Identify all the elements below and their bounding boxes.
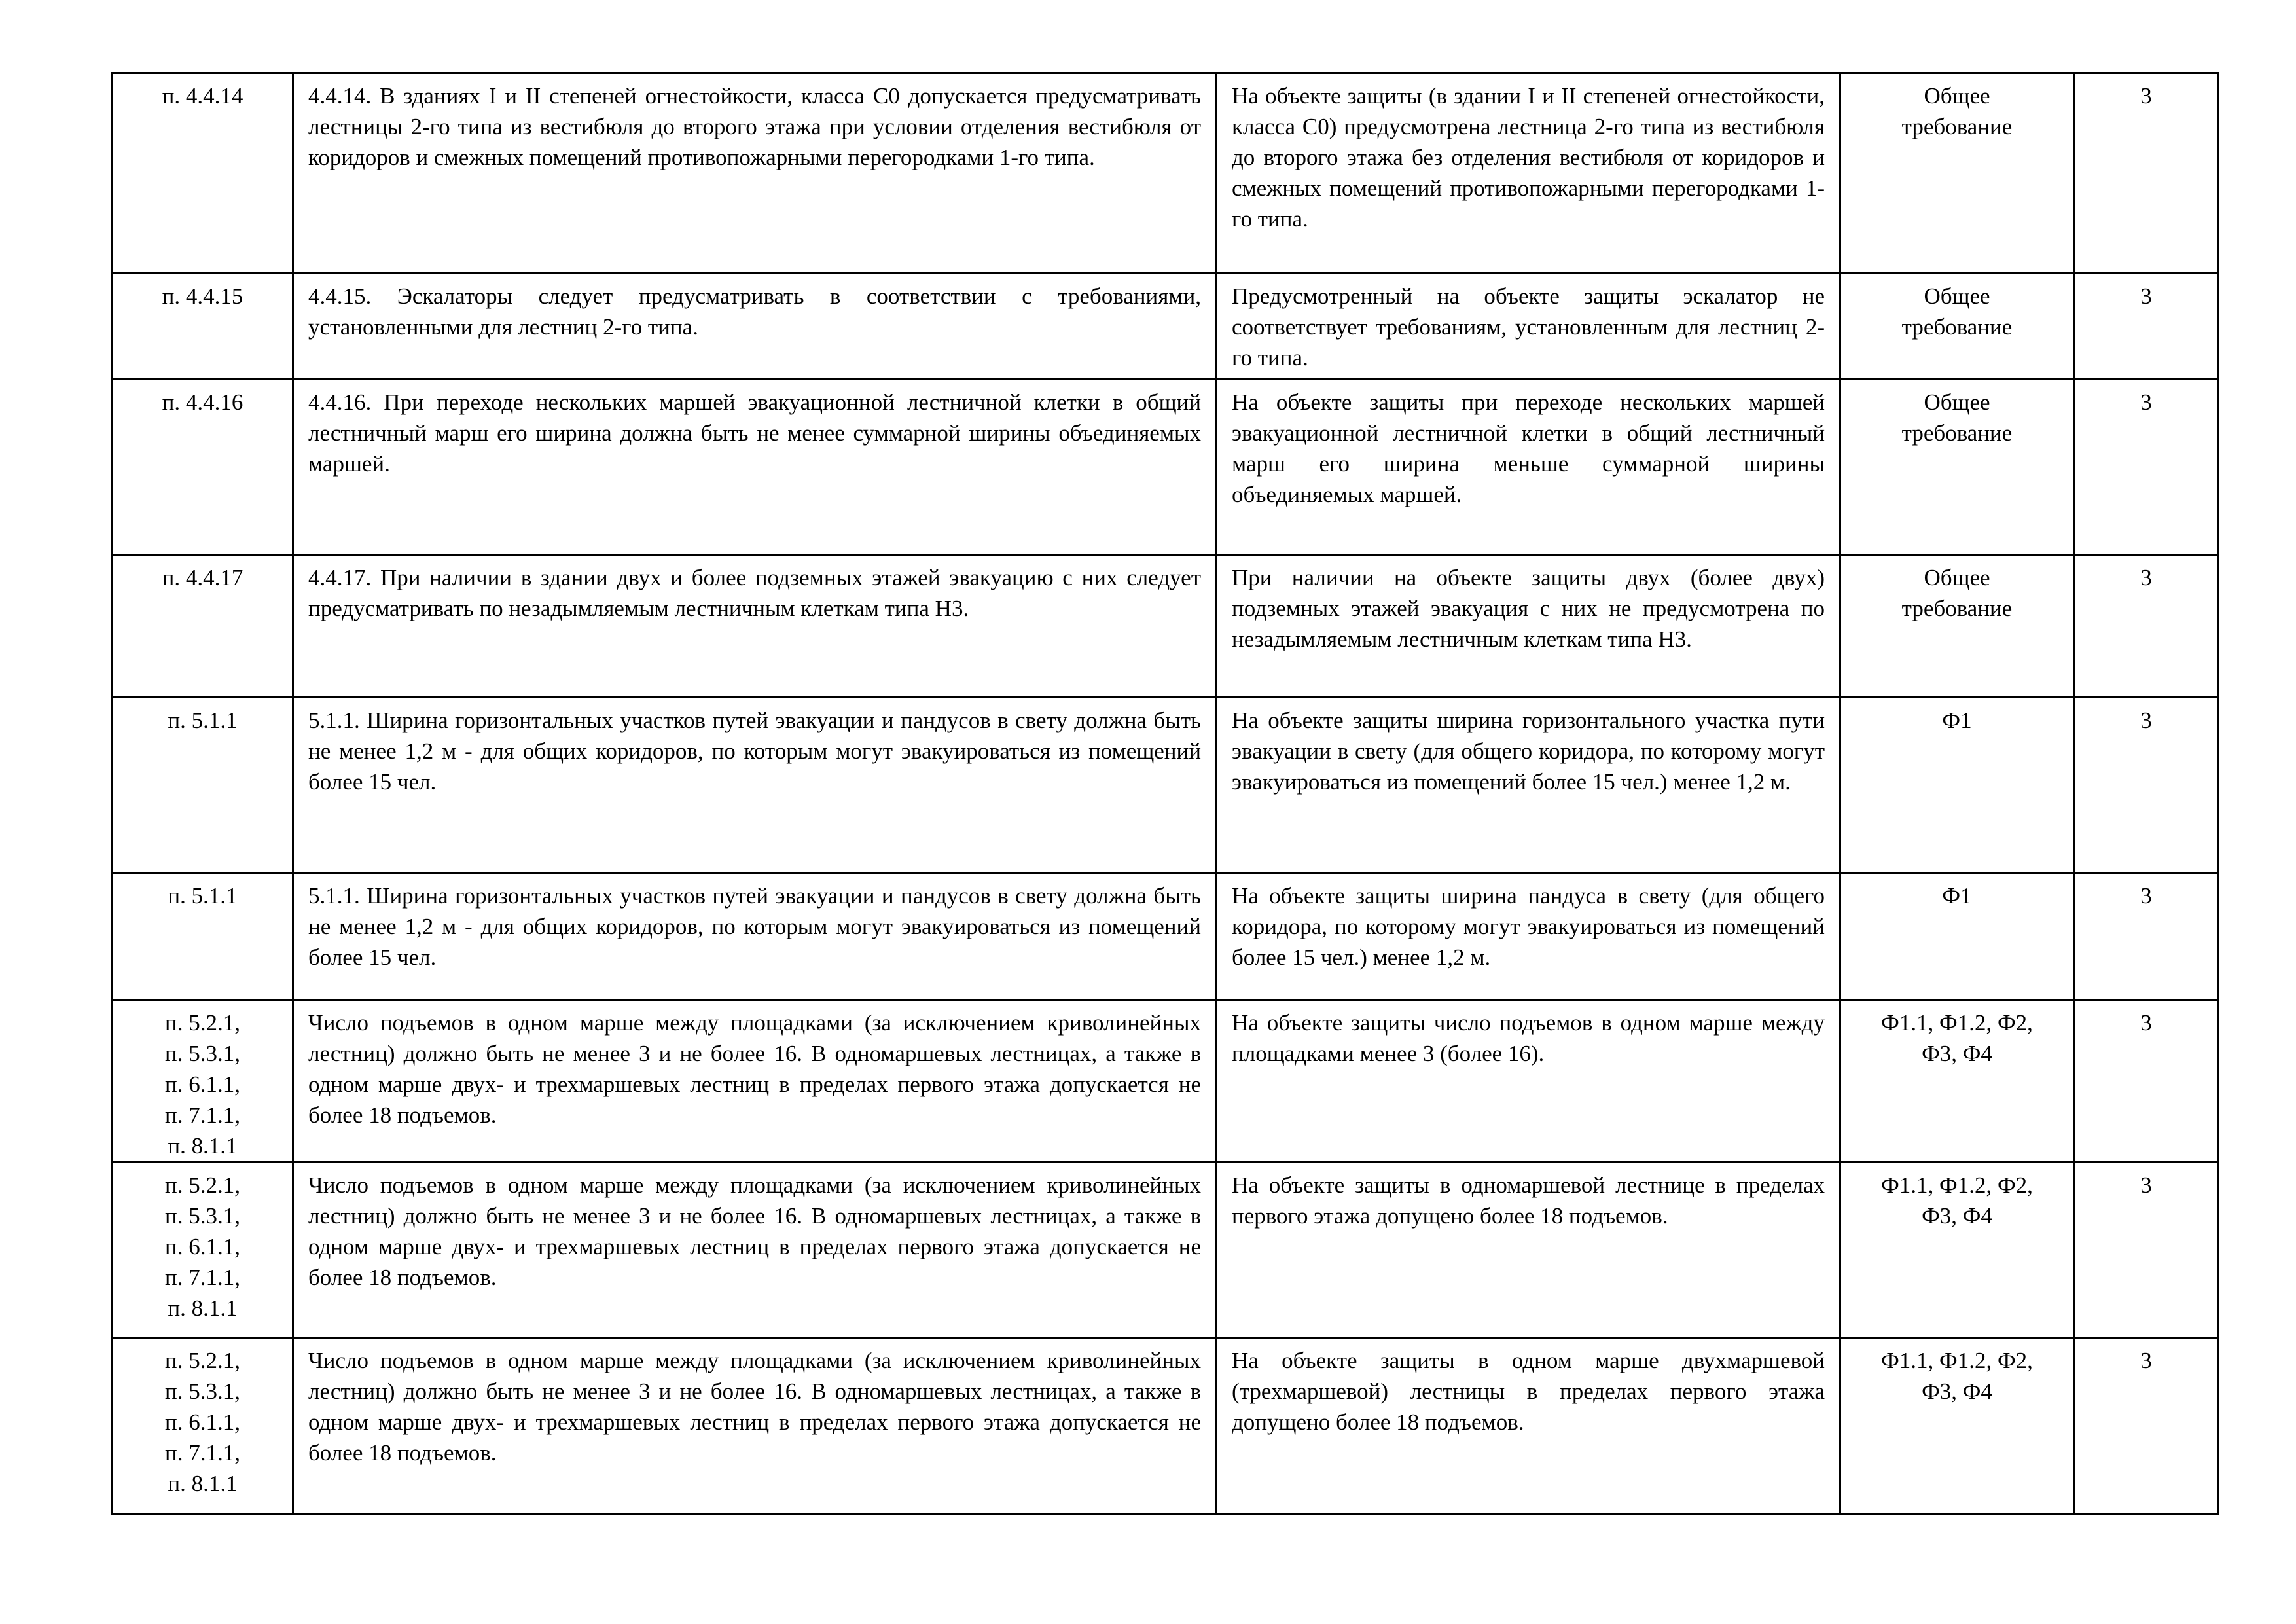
number-cell: 3 <box>2074 1000 2219 1163</box>
clause-line: п. 5.2.1, <box>165 1348 240 1373</box>
clause-line: п. 6.1.1, <box>165 1409 240 1435</box>
class-cell <box>1840 555 2074 698</box>
table-row <box>113 698 2219 873</box>
table-row <box>113 873 2219 1000</box>
violation-cell: На объекте защиты (в здании I и II степеней огнестойкости, класса С0) предусмотрена лестница 2-го типа из вестибюля до второго этажа без отделения вестибюля от коридоров и смежных помещений противопожарными перегородками 1-го типа. <box>1217 73 1840 274</box>
violation-cell: На объекте защиты ширина горизонтального участка пути эвакуации в свету (для общего коридора, по которому могут эвакуироваться из помещений более 15 чел.) менее 1,2 м. <box>1217 698 1840 873</box>
requirements-table <box>111 72 2219 1515</box>
clause-line: п. 4.4.14 <box>162 83 243 109</box>
class-line: требование <box>1901 314 2013 340</box>
requirement-cell: Число подъемов в одном марше между площадками (за исключением криволинейных лестниц) должно быть не менее 3 и не более 16. В одномаршевых лестницах, а также в одном марше двух- и трехмаршевых лестниц в пределах первого этажа допускается не более 18 подъемов. <box>293 1163 1217 1338</box>
class-line: требование <box>1901 596 2013 621</box>
number-cell: 3 <box>2074 698 2219 873</box>
class-cell <box>1840 73 2074 274</box>
table-row <box>113 1000 2219 1163</box>
class-cell <box>1840 698 2074 873</box>
clause-cell <box>113 274 293 380</box>
number-cell: 3 <box>2074 1338 2219 1515</box>
clause-line: п. 7.1.1, <box>165 1265 240 1290</box>
clause-line: п. 7.1.1, <box>165 1440 240 1466</box>
violation-cell: На объекте защиты число подъемов в одном марше между площадками менее 3 (более 16). <box>1217 1000 1840 1163</box>
number-cell: 3 <box>2074 274 2219 380</box>
clause-cell <box>113 1163 293 1338</box>
table-row <box>113 73 2219 274</box>
clause-line: п. 7.1.1, <box>165 1102 240 1128</box>
number-cell: 3 <box>2074 73 2219 274</box>
requirement-cell: Число подъемов в одном марше между площадками (за исключением криволинейных лестниц) должно быть не менее 3 и не более 16. В одномаршевых лестницах, а также в одном марше двух- и трехмаршевых лестниц в пределах первого этажа допускается не более 18 подъемов. <box>293 1338 1217 1515</box>
clause-line: п. 5.3.1, <box>165 1041 240 1066</box>
class-cell <box>1840 873 2074 1000</box>
table-row <box>113 1163 2219 1338</box>
clause-line: п. 4.4.16 <box>162 389 243 415</box>
clause-line: п. 8.1.1 <box>168 1133 238 1159</box>
requirement-cell: Число подъемов в одном марше между площадками (за исключением криволинейных лестниц) должно быть не менее 3 и не более 16. В одномаршевых лестницах, а также в одном марше двух- и трехмаршевых лестниц в пределах первого этажа допускается не более 18 подъемов. <box>293 1000 1217 1163</box>
class-line: Ф1.1, Ф1.2, Ф2, <box>1881 1172 2033 1198</box>
number-cell: 3 <box>2074 1163 2219 1338</box>
class-line: Общее <box>1924 283 1990 309</box>
clause-cell <box>113 380 293 555</box>
table-row <box>113 555 2219 698</box>
class-cell <box>1840 1000 2074 1163</box>
class-cell <box>1840 1163 2074 1338</box>
violation-cell: На объекте защиты при переходе нескольких маршей эвакуационной лестничной клетки в общий лестничный марш его ширина меньше суммарной ширины объединяемых маршей. <box>1217 380 1840 555</box>
number-cell: 3 <box>2074 555 2219 698</box>
clause-cell <box>113 73 293 274</box>
requirement-cell: 4.4.16. При переходе нескольких маршей эвакуационной лестничной клетки в общий лестничный марш его ширина должна быть не менее суммарной ширины объединяемых маршей. <box>293 380 1217 555</box>
clause-cell <box>113 1000 293 1163</box>
class-line: Ф1 <box>1942 708 1972 733</box>
clause-line: п. 5.2.1, <box>165 1172 240 1198</box>
clause-cell <box>113 1338 293 1515</box>
table-row <box>113 274 2219 380</box>
class-line: Ф1.1, Ф1.2, Ф2, <box>1881 1010 2033 1036</box>
clause-line: п. 6.1.1, <box>165 1072 240 1097</box>
clause-cell <box>113 873 293 1000</box>
table-row <box>113 380 2219 555</box>
clause-line: п. 6.1.1, <box>165 1234 240 1259</box>
clause-line: п. 5.3.1, <box>165 1203 240 1229</box>
requirement-cell: 4.4.17. При наличии в здании двух и более подземных этажей эвакуацию с них следует предусматривать по незадымляемым лестничным клеткам типа Н3. <box>293 555 1217 698</box>
requirements-table-body <box>113 73 2219 1515</box>
class-line: Общее <box>1924 389 1990 415</box>
number-cell: 3 <box>2074 380 2219 555</box>
class-line: Ф3, Ф4 <box>1922 1379 1992 1404</box>
clause-cell <box>113 698 293 873</box>
violation-cell: При наличии на объекте защиты двух (более двух) подземных этажей эвакуация с них не предусмотрена по незадымляемым лестничным клеткам типа Н3. <box>1217 555 1840 698</box>
class-line: Общее <box>1924 565 1990 590</box>
class-line: Ф1 <box>1942 883 1972 909</box>
table-row <box>113 1338 2219 1515</box>
clause-line: п. 8.1.1 <box>168 1471 238 1496</box>
class-line: требование <box>1901 420 2013 446</box>
clause-line: п. 5.2.1, <box>165 1010 240 1036</box>
clause-line: п. 4.4.15 <box>162 283 243 309</box>
class-line: требование <box>1901 114 2013 139</box>
class-line: Ф1.1, Ф1.2, Ф2, <box>1881 1348 2033 1373</box>
class-cell <box>1840 274 2074 380</box>
requirement-cell: 5.1.1. Ширина горизонтальных участков путей эвакуации и пандусов в свету должна быть не менее 1,2 м - для общих коридоров, по которым могут эвакуироваться из помещений более 15 чел. <box>293 873 1217 1000</box>
requirement-cell: 4.4.14. В зданиях I и II степеней огнестойкости, класса С0 допускается предусматривать лестницы 2-го типа из вестибюля до второго этажа при условии отделения вестибюля от коридоров и смежных помещений противопожарными перегородками 1-го типа. <box>293 73 1217 274</box>
violation-cell: На объекте защиты ширина пандуса в свету (для общего коридора, по которому могут эвакуироваться из помещений более 15 чел.) менее 1,2 м. <box>1217 873 1840 1000</box>
class-line: Ф3, Ф4 <box>1922 1203 1992 1229</box>
clause-line: п. 8.1.1 <box>168 1295 238 1321</box>
violation-cell: На объекте защиты в одном марше двухмаршевой (трехмаршевой) лестницы в пределах первого этажа допущено более 18 подъемов. <box>1217 1338 1840 1515</box>
clause-line: п. 5.1.1 <box>168 883 238 909</box>
clause-line: п. 5.3.1, <box>165 1379 240 1404</box>
clause-line: п. 4.4.17 <box>162 565 243 590</box>
class-line: Ф3, Ф4 <box>1922 1041 1992 1066</box>
class-cell <box>1840 380 2074 555</box>
clause-cell <box>113 555 293 698</box>
violation-cell: Предусмотренный на объекте защиты эскалатор не соответствует требованиям, установленным для лестниц 2-го типа. <box>1217 274 1840 380</box>
class-line: Общее <box>1924 83 1990 109</box>
clause-line: п. 5.1.1 <box>168 708 238 733</box>
class-cell <box>1840 1338 2074 1515</box>
violation-cell: На объекте защиты в одномаршевой лестнице в пределах первого этажа допущено более 18 подъемов. <box>1217 1163 1840 1338</box>
number-cell: 3 <box>2074 873 2219 1000</box>
requirement-cell: 4.4.15. Эскалаторы следует предусматривать в соответствии с требованиями, установленными для лестниц 2-го типа. <box>293 274 1217 380</box>
requirement-cell: 5.1.1. Ширина горизонтальных участков путей эвакуации и пандусов в свету должна быть не менее 1,2 м - для общих коридоров, по которым могут эвакуироваться из помещений более 15 чел. <box>293 698 1217 873</box>
